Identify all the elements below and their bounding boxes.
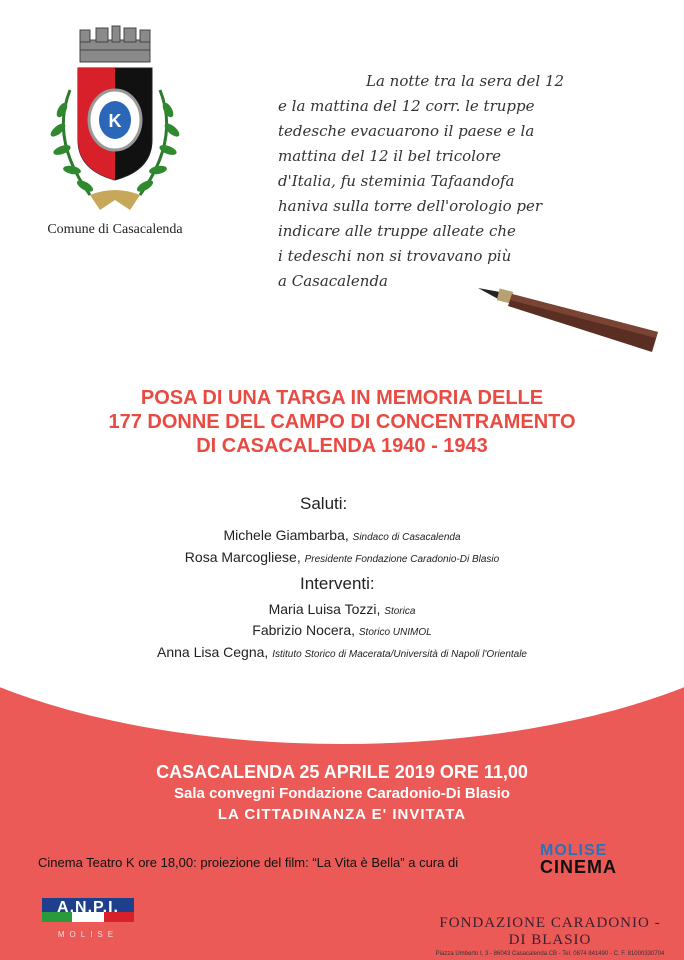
person-role: Storico UNIMOL — [358, 627, 432, 638]
manuscript-line: a Casacalenda — [278, 272, 388, 290]
saluti-heading: Saluti: — [300, 494, 348, 513]
interventi-heading: Interventi: — [300, 574, 375, 593]
crest-letter: K — [108, 111, 122, 131]
person-name: Maria Luisa Tozzi, — [268, 601, 381, 617]
event-invite: LA CITTADINANZA E' INVITATA — [217, 806, 467, 823]
title-line-1: POSA DI UNA TARGA IN MEMORIA DELLE — [140, 387, 544, 409]
person-name: Anna Lisa Cegna, — [157, 644, 269, 660]
manuscript-line: La notte tra la sera del 12 — [366, 72, 565, 90]
interventi-person — [0, 601, 684, 617]
molise-logo-top: MOLISE — [540, 842, 608, 859]
person-name: Rosa Marcogliese, — [184, 549, 301, 565]
saluti-person — [0, 527, 684, 543]
event-venue: Sala convegni Fondazione Caradonio-Di Blasio — [174, 785, 510, 802]
anpi-logo — [42, 898, 134, 950]
person-name: Fabrizio Nocera, — [252, 622, 355, 638]
fondazione-logo — [430, 915, 670, 957]
fountain-pen-icon — [470, 270, 665, 360]
interventi-person — [0, 622, 684, 638]
manuscript-line: d'Italia, fu steminia Tafaandofa — [278, 172, 515, 190]
person-role: Storica — [384, 606, 416, 617]
manuscript-line: haniva sulla torre dell'orologio per — [278, 197, 543, 215]
fondazione-address: Piazza Umberto I, 3 - 86043 Casacalenda CB - Tel. 0874 841490 - C. F. 81000330704 — [435, 951, 665, 957]
coat-of-arms-icon — [30, 20, 200, 220]
manuscript-line: tedesche evacuarono il paese e la — [278, 122, 535, 140]
person-name: Michele Giambarba, — [223, 527, 349, 543]
molise-cinema-logo — [540, 842, 620, 882]
title-line-2: 177 DONNE DEL CAMPO DI CONCENTRAMENTO — [108, 411, 576, 433]
saluti-person — [0, 549, 684, 565]
event-date: CASACALENDA 25 APRILE 2019 ORE 11,00 — [156, 762, 528, 782]
anpi-label: A.N.P.I. — [57, 899, 119, 916]
person-role: Sindaco di Casacalenda — [352, 532, 461, 543]
person-role: Istituto Storico di Macerata/Università di Napoli l'Orientale — [272, 649, 527, 660]
title-line-3: DI CASACALENDA 1940 - 1943 — [196, 435, 488, 457]
person-role: Presidente Fondazione Caradonio-Di Blasio — [304, 554, 500, 565]
cinema-announcement: Cinema Teatro K ore 18,00: proiezione del film: “La Vita è Bella” a cura di — [38, 855, 459, 870]
event-title — [0, 386, 684, 458]
manuscript-line: indicare alle truppe alleate che — [278, 222, 516, 240]
molise-logo-bottom: CINEMA — [540, 857, 617, 877]
comune-label: Comune di Casacalenda — [47, 222, 183, 237]
interventi-person — [0, 644, 684, 660]
manuscript-line: e la mattina del 12 corr. le truppe — [278, 97, 535, 115]
fondazione-name: FONDAZIONE CARADONIO - DI BLASIO — [439, 915, 661, 948]
anpi-sub: MOLISE — [57, 930, 119, 939]
manuscript-line: i tedeschi non si trovavano più — [278, 247, 512, 265]
manuscript-line: mattina del 12 il bel tricolore — [278, 147, 502, 165]
